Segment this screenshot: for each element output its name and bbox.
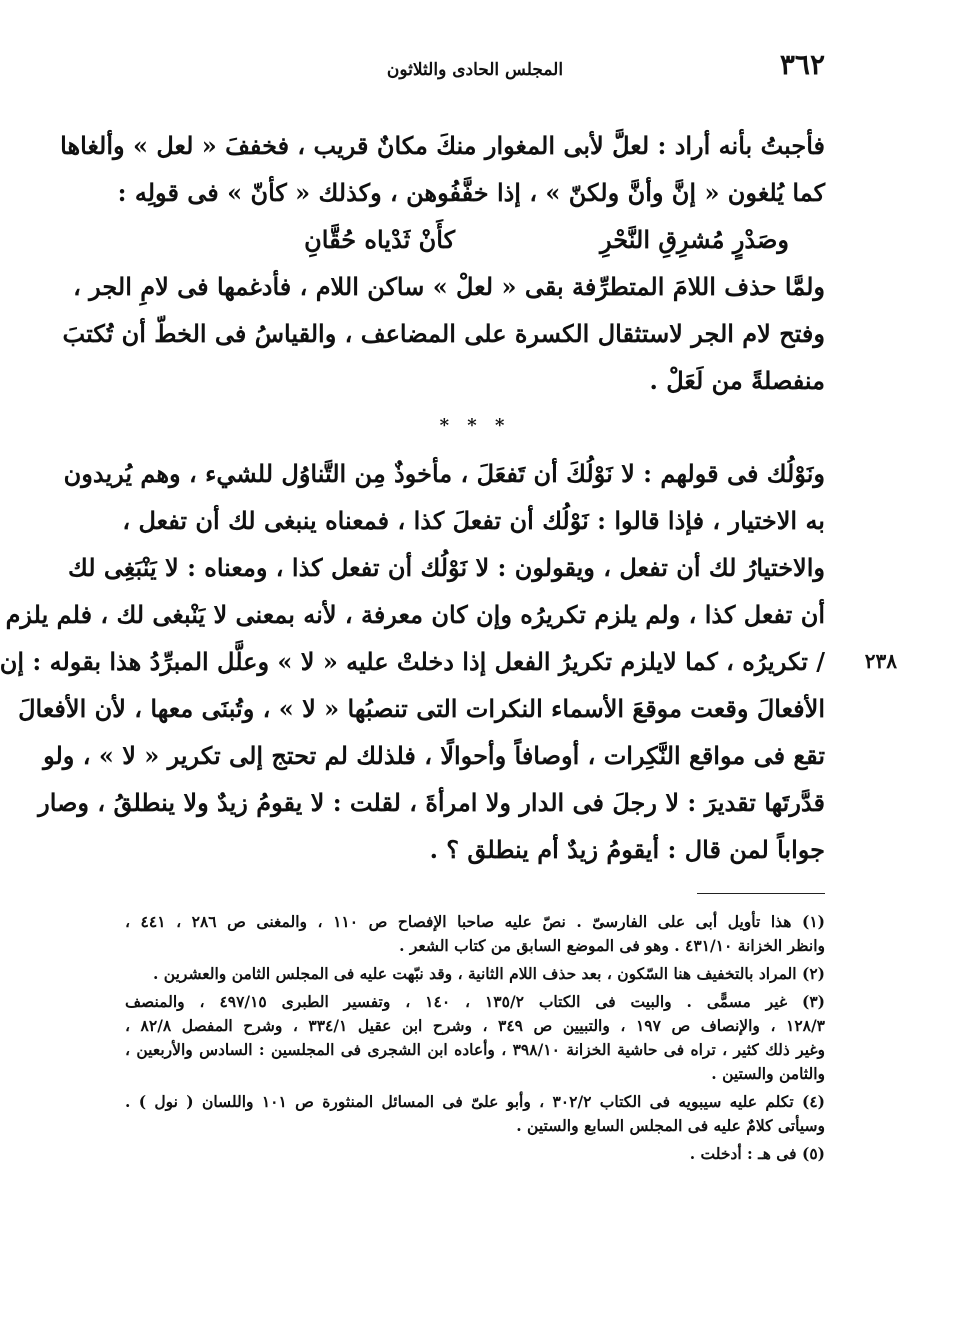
text-line: فأجبتُ بأنه أراد : لعلَّ لأبى المغوار منكَ مكانٌ قريب ، فخففَ « لعل » وألغاها: [60, 131, 825, 160]
footnote-1: [125, 910, 825, 958]
footnote-line: وانظر الخزانة ٤٣١/١٠ . وهو فى الموضع السابق من كتاب الشعر .: [399, 936, 825, 955]
section-separator: * * *: [439, 415, 511, 436]
text-line: به الاختيار ، فإذا قالوا : نَوْلُك أن تفعلَ كذا ، فمعناه ينبغى لك أن تفعل ،: [122, 506, 825, 535]
footnote-divider: [697, 893, 825, 894]
footnote-4: [125, 1090, 825, 1138]
paragraph-3: [0, 450, 897, 873]
book-page: [0, 48, 897, 1170]
text-line: ونَوْلُك فى قولهم : لا نَوْلُكَ أن تَفعَلَ ، مأخوذٌ مِن التَّناوُل للشيء ، وهم يُريدون: [63, 459, 825, 488]
footnote-line: (٣) غير مسمًّى . والبيت فى الكتاب ١٣٥/٢ ، ١٤٠ ، وتفسير الطبرى ٤٩٧/١٥ ، والمنصف: [125, 992, 825, 1011]
verse-hemistich-2: كأَنْ ثَدْياه حُقَّانِ: [304, 225, 455, 254]
main-text: [0, 122, 897, 873]
footnote-line: وسيأتى كلامٌ عليه فى المجلس السابع والستين .: [516, 1116, 825, 1135]
text-line: وفتح لام الجر لاستثقال الكسرة على المضاعف ، والقياسُ فى الخطّ أن تُكتبَ: [62, 319, 825, 348]
text-line: جواباً لمن قال : أيقومُ زيدٌ أم ينطلق ؟ .: [429, 835, 825, 864]
page-number: ٣٦٢: [779, 48, 825, 81]
text-line: قدَّرتَها تقديرَ : لا رجلَ فى الدار ولا امرأةَ ، لقلت : لا يقومُ زيدٌ ولا ينطلقُ ، وصار: [38, 788, 825, 817]
margin-page-reference: ٢٣٨: [864, 649, 897, 673]
running-title: المجلس الحادى والثلاثون: [386, 60, 564, 80]
footnote-3: [125, 990, 825, 1086]
text-line: كما يُلغون « إنَّ وأنَّ ولكنّ » ، إذا خفَّفُوهن ، وكذلك « كأنّ » فى قولِه :: [117, 178, 825, 207]
text-line: / تكريرُه ، كما لايلزم تكريرُ الفعل إذا دخلتْ عليه « لا » وعلَّل المبرِّدُ هذا بقوله : إن: [0, 647, 825, 676]
text-line: والاختيارُ لك أن تفعل ، ويقولون : لا نَوْلُك أن تفعل كذا ، ومعناه : لا يَنْبَغِى لك: [68, 553, 825, 582]
footnote-line: ١٢٨/٣ ، والإنصاف ص ١٩٧ ، والتبيين ص ٣٤٩ ، وشرح ابن عقيل ٣٣٤/١ ، وشرح المفصل ٨٢/٨ ،: [125, 1016, 825, 1035]
footnote-2: [125, 962, 825, 986]
footnote-line: (٤) تكلم عليه سيبويه فى الكتاب ٣٠٢/٢ ، وأبو علىّ فى المسائل المنثورة ص ١٠١ واللسان ( نول ) .: [125, 1092, 825, 1111]
footnote-5: [125, 1142, 825, 1166]
footnotes: [125, 910, 825, 1166]
text-line: أن تفعل كذا ، ولم يلزم تكريرُه وإن كان معرفة ، لأنه بمعنى لا يَنْبغى لك ، فلم يلزم: [5, 600, 825, 629]
footnote-line: (٥) فى هـ : أدخلت .: [689, 1144, 825, 1163]
text-line: الأفعالَ وقعت موقعَ الأسماء النكرات التى تنصبُها « لا » ، وتُبنَى معها ، لأن الأفعالَ: [18, 694, 825, 723]
paragraph-1: [60, 122, 825, 216]
footnote-line: والثامن والستين .: [711, 1064, 825, 1083]
text-line: تقع فى مواقع النَّكِرات ، أوصافاً وأحوالًا ، فلذلك لم تحتج إلى تكرير « لا » ، ولو: [43, 741, 825, 770]
footnote-line: (٢) المراد بالتخفيف هنا السّكون ، بعد حذف اللام الثانية ، وقد نبّهت عليه فى المجلس الثامن والعشرين .: [153, 964, 825, 983]
verse-hemistich-1: وصَدْرٍ مُشرِقِ النَّحْرِ: [600, 225, 789, 254]
text-line: منفصلةً من لَعَلْ .: [649, 366, 825, 395]
text-line: ولمَّا حذف اللامَ المتطرِّفة بقى « لعلْ » ساكن اللام ، فأدغمها فى لامِ الجر ،: [73, 272, 825, 301]
poetry-verse: [125, 216, 825, 263]
footnote-line: (١) هذا تأويل أبى على الفارسىّ . نصّ عليه صاحبا الإفصاح ص ١١٠ ، والمغنى ص ٢٨٦ ، ٤٤١ ،: [125, 912, 825, 931]
footnote-line: وغير ذلك كثير ، تراه فى حاشية الخزانة ٣٩٨/١٠ ، وأعاده ابن الشجرى فى المجلسين : السادس والأربعين ،: [125, 1040, 825, 1059]
page-header: [125, 48, 825, 94]
paragraph-2: [62, 263, 825, 404]
